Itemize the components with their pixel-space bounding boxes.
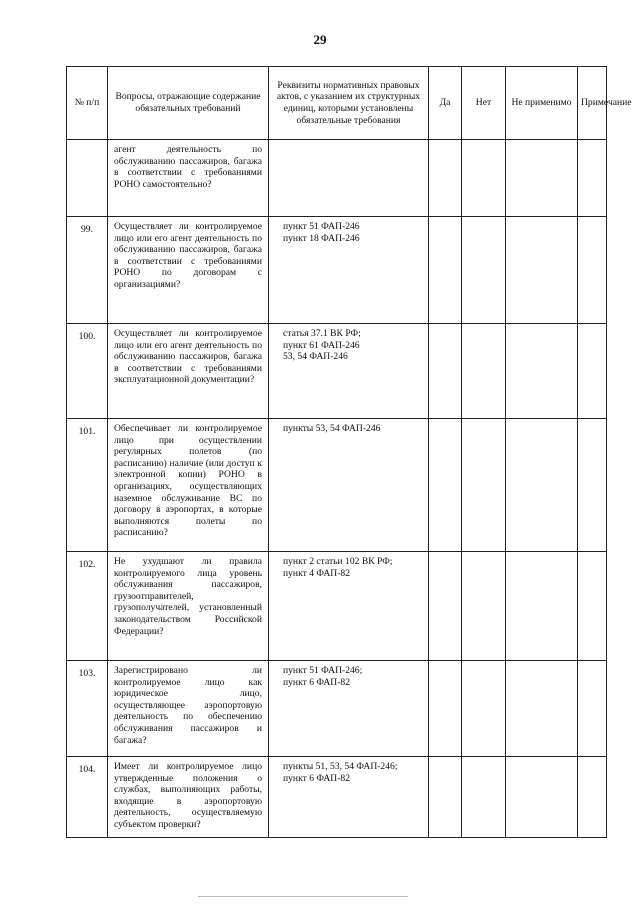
row-requisites: [269, 217, 429, 324]
row-number: 101.: [67, 419, 108, 552]
table-row: [67, 552, 607, 661]
cell-note[interactable]: [578, 324, 607, 419]
table-row: [67, 140, 607, 217]
requisite-line: пункт 61 ФАП-246: [283, 339, 360, 351]
table-row: [67, 757, 607, 838]
row-requisites: [269, 661, 429, 757]
cell-no[interactable]: [462, 324, 506, 419]
cell-note[interactable]: [578, 419, 607, 552]
cell-not-applicable[interactable]: [506, 419, 578, 552]
requisite-line: пункт 51 ФАП-246: [283, 221, 360, 232]
header-note: Примечание: [578, 67, 607, 140]
table-row: [67, 419, 607, 552]
row-number: 100.: [67, 324, 108, 419]
cell-no[interactable]: [462, 552, 506, 661]
row-number: 102.: [67, 552, 108, 661]
header-num: № п/п: [67, 67, 108, 140]
cell-yes[interactable]: [429, 217, 462, 324]
requisite-line: пункт 6 ФАП-82: [283, 772, 351, 784]
header-requisites: Реквизиты нормативных правовых актов, с указанием их структурных единиц, которыми установлены обязательные требования: [269, 67, 429, 140]
cell-note[interactable]: [578, 757, 607, 838]
requisite-line: статья 37.1 ВК РФ;: [283, 328, 361, 339]
cell-yes[interactable]: [429, 419, 462, 552]
cell-not-applicable[interactable]: [506, 552, 578, 661]
requisite-line: пункт 51 ФАП-246;: [283, 665, 363, 676]
table-row: [67, 217, 607, 324]
row-number: 103.: [67, 661, 108, 757]
header-not-applicable: Не применимо: [506, 67, 578, 140]
header-question: Вопросы, отражающие содержание обязательных требований: [108, 67, 269, 140]
row-requisites: [269, 757, 429, 838]
cell-yes[interactable]: [429, 661, 462, 757]
row-question: Осуществляет ли контролируемое лицо или его агент деятельность по обслуживанию пассажиров, багажа в соответствии с требованиями РОНО по договорам с организациями?: [108, 217, 269, 324]
cell-yes[interactable]: [429, 552, 462, 661]
scan-artifact-line: [198, 896, 408, 897]
cell-note[interactable]: [578, 661, 607, 757]
cell-no[interactable]: [462, 140, 506, 217]
header-no: Нет: [462, 67, 506, 140]
row-requisites: [269, 324, 429, 419]
row-number: 99.: [67, 217, 108, 324]
row-requisites: [269, 419, 429, 552]
table-row: [67, 661, 607, 757]
header-row: [67, 67, 607, 140]
cell-note[interactable]: [578, 140, 607, 217]
cell-no[interactable]: [462, 419, 506, 552]
cell-note[interactable]: [578, 217, 607, 324]
requisite-line: пункт 18 ФАП-246: [283, 232, 360, 244]
cell-yes[interactable]: [429, 324, 462, 419]
cell-no[interactable]: [462, 757, 506, 838]
cell-note[interactable]: [578, 552, 607, 661]
row-question: Обеспечивает ли контролируемое лицо при осуществлении регулярных полетов (по расписанию) наличие (или доступ к электронной копии) РОНО в организациях, осуществляющих наземное обслуживание ВС по договору в аэропортах, в которые выполняются полеты по расписанию?: [108, 419, 269, 552]
row-number: [67, 140, 108, 217]
cell-not-applicable[interactable]: [506, 217, 578, 324]
requisite-line: пункт 6 ФАП-82: [283, 676, 351, 688]
row-question: Зарегистрировано ли контролируемое лицо как юридическое лицо, осуществляющее аэропортовую деятельность по обеспечению обслуживания пассажиров и багажа?: [108, 661, 269, 757]
row-number: 104.: [67, 757, 108, 838]
cell-no[interactable]: [462, 217, 506, 324]
requisite-line: пункт 4 ФАП-82: [283, 567, 351, 579]
requisite-line: 53, 54 ФАП-246: [283, 351, 348, 363]
table-row: [67, 324, 607, 419]
cell-not-applicable[interactable]: [506, 140, 578, 217]
row-requisites: [269, 140, 429, 217]
row-question: Осуществляет ли контролируемое лицо или его агент деятельность по обслуживанию пассажиров, багажа в соответствии с требованиями эксплуатационной документации?: [108, 324, 269, 419]
requisite-line: пункты 51, 53, 54 ФАП-246;: [283, 761, 398, 772]
cell-no[interactable]: [462, 661, 506, 757]
header-yes: Да: [429, 67, 462, 140]
cell-not-applicable[interactable]: [506, 757, 578, 838]
page-number: 29: [313, 32, 327, 47]
requisite-line: пункт 2 статьи 102 ВК РФ;: [283, 556, 393, 567]
row-question: Имеет ли контролируемое лицо утвержденные положения о службах, выполняющих работы, входящие в аэропортовую деятельность, осуществляемую субъектом проверки?: [108, 757, 269, 838]
cell-not-applicable[interactable]: [506, 661, 578, 757]
row-requisites: [269, 552, 429, 661]
row-question: агент деятельность по обслуживанию пассажиров, багажа в соответствии с требованиями РОНО самостоятельно?: [108, 140, 269, 217]
cell-yes[interactable]: [429, 757, 462, 838]
cell-yes[interactable]: [429, 140, 462, 217]
cell-not-applicable[interactable]: [506, 324, 578, 419]
requisite-line: пункты 53, 54 ФАП-246: [283, 423, 381, 434]
row-question: Не ухудшают ли правила контролируемого лица уровень обслуживания пассажиров, грузоотправителей, грузополучателей, установленный законодательством Российской Федерации?: [108, 552, 269, 661]
checklist-table: [66, 66, 632, 838]
